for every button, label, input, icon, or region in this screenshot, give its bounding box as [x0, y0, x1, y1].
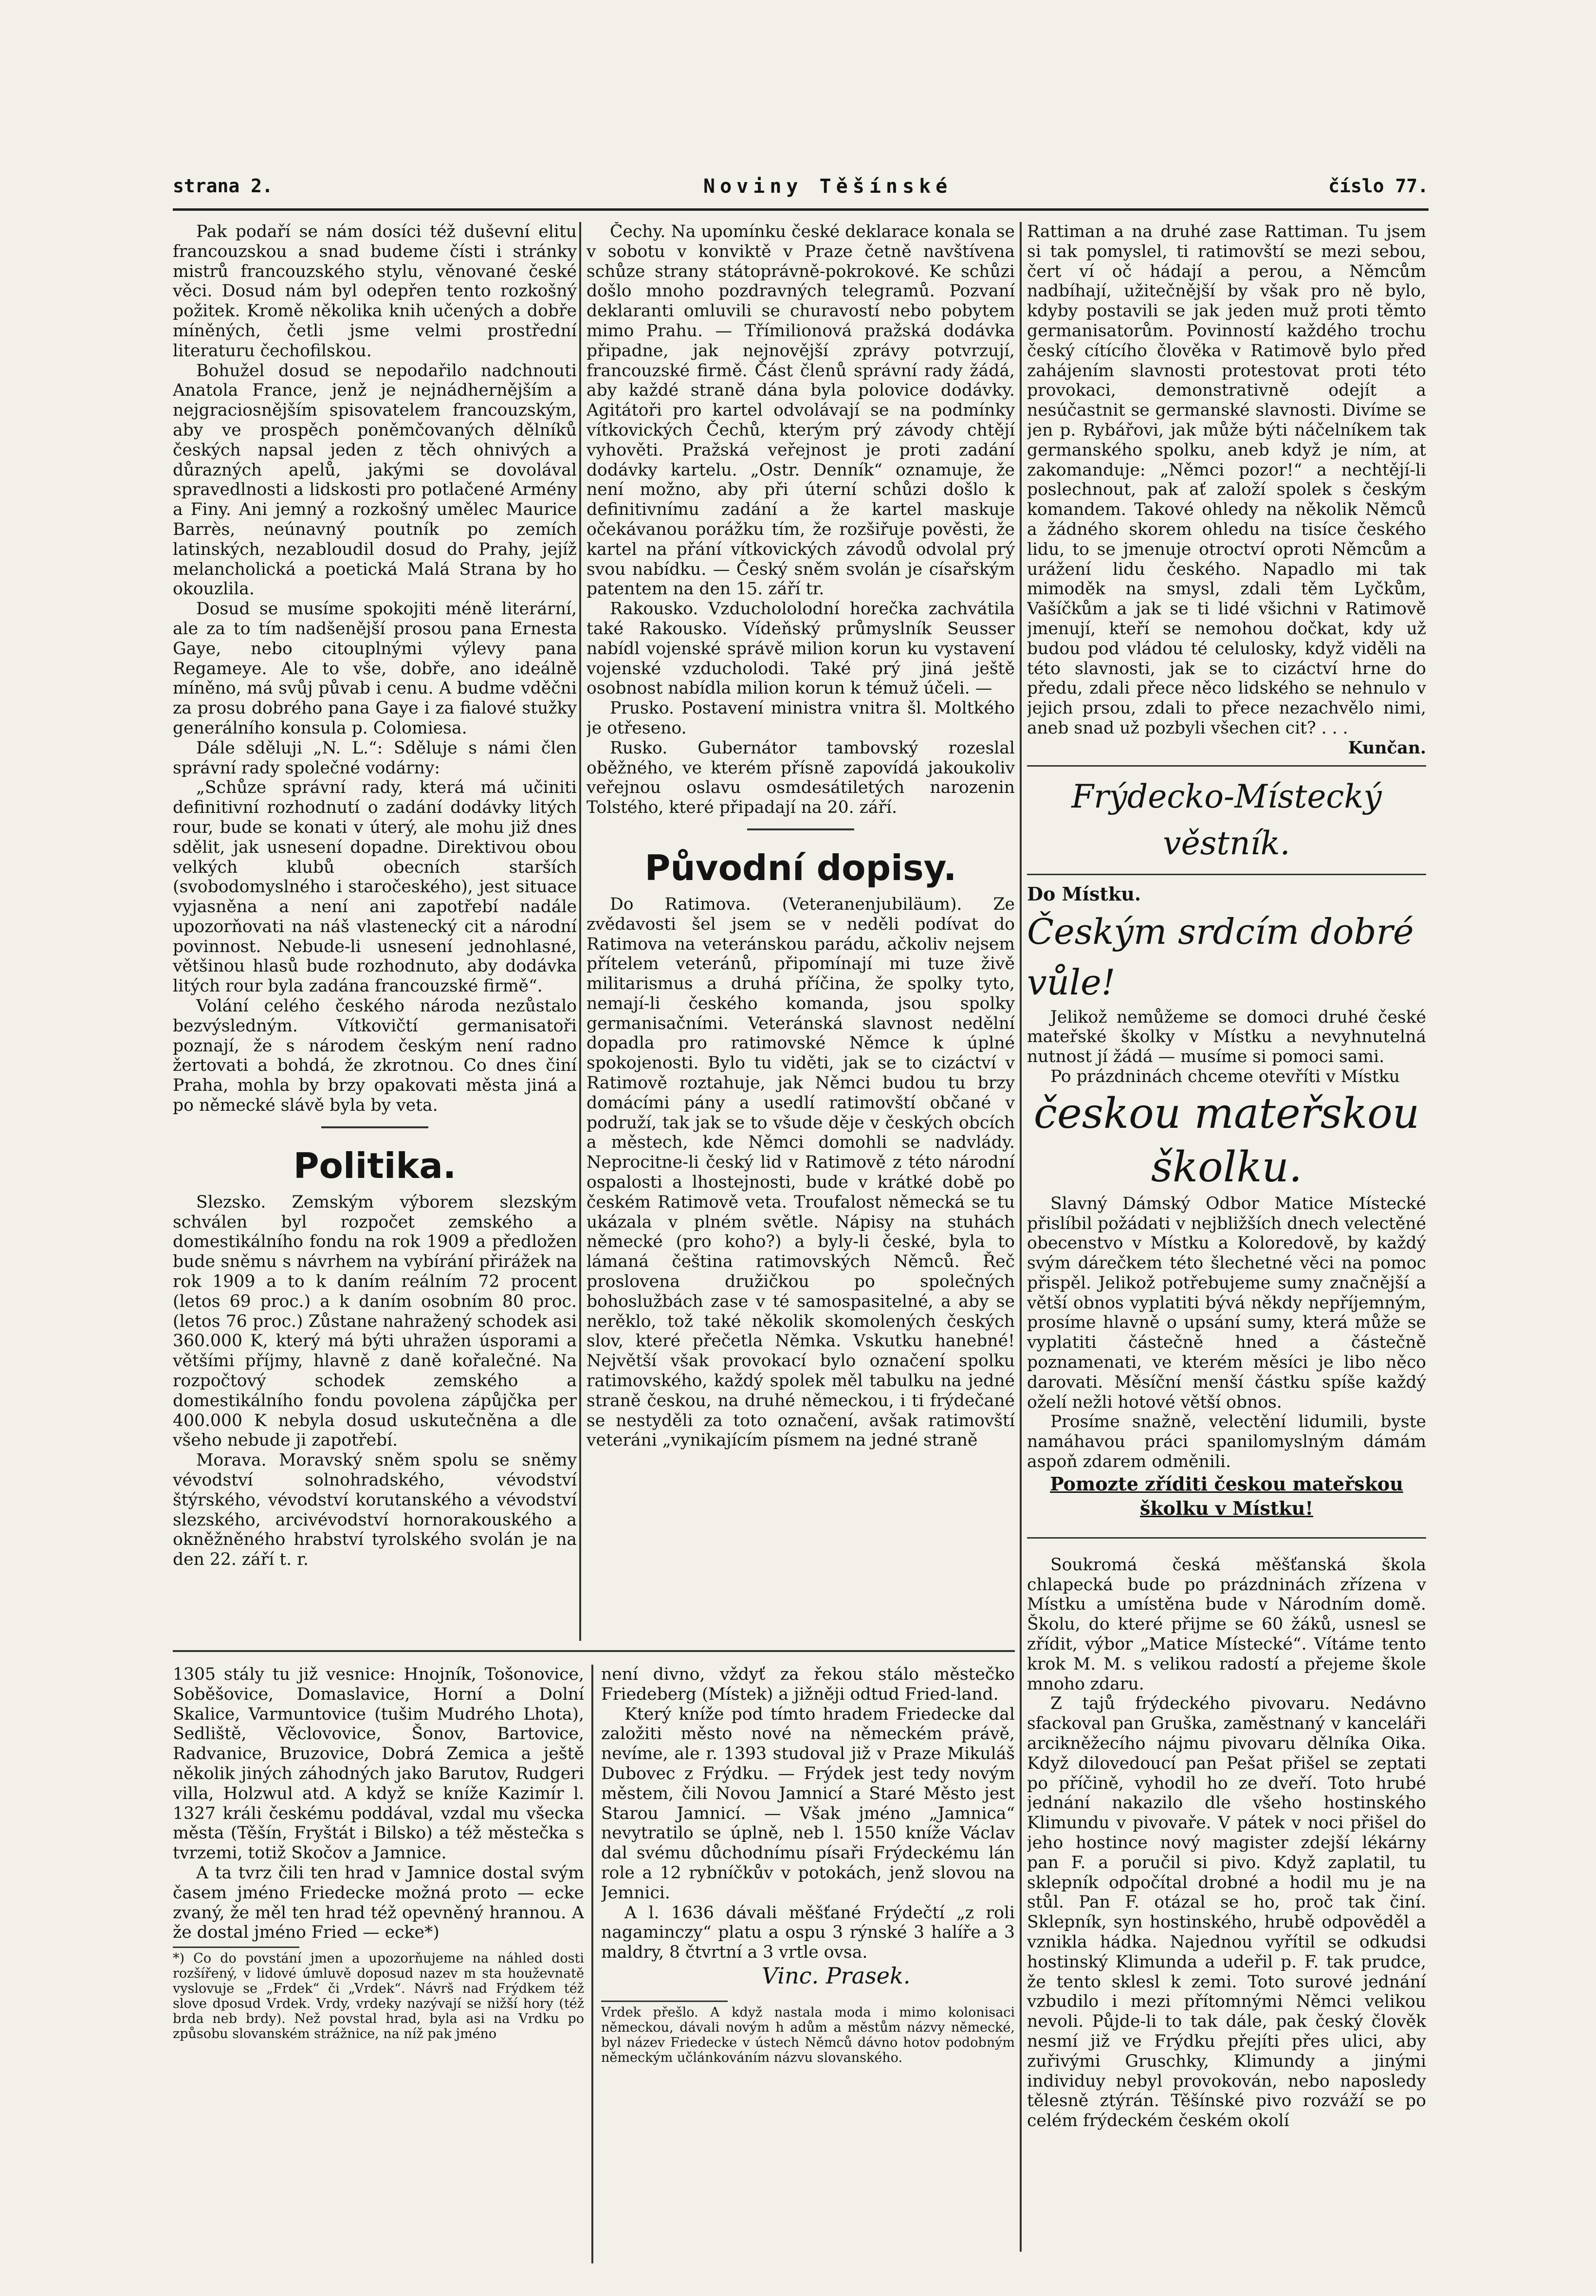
news-item: Rakousko. Vzduchololodní horečka zachvátila také Rakousko. Vídeňský průmyslník Seusser nabídl vojenské správě milion korun ku vystavení vojenské vzducholodi. Také prý jiná ještě osobnost nabídla milion korun k témuž účeli. —: [587, 599, 1015, 698]
column-1: [173, 222, 577, 1641]
article-paragraph: Volání celého českého národa nezůstalo bezvýsledným. Vítkovičtí germanisatoři poznají, že s národem českým není radno žertovati a bohdá, že zkrotnou. Co dnes činí Praha, mohla by brzy opakovati města jiná a po německé slávě byla by veta.: [173, 996, 577, 1116]
news-item: Rusko. Gubernátor tambovský rozeslal oběžného, ve kterém přísně zapovídá jakoukoliv veřejnou oslavu osmdesátiletých narozenin Tolstého, které připadají na 20. září.: [587, 738, 1015, 818]
footnote: Vrdek přešlo. A když nastala moda i mimo kolonisaci německou, dávali novým h adům a městům názvy německé, byl název Friedecke v ústech Němců dávno hotov podobným německým učlánkováním názvu slovanského.: [601, 2004, 1015, 2065]
column-3: [1027, 222, 1426, 2252]
footnote-rule: [173, 1947, 299, 1948]
column-2: [587, 222, 1015, 1641]
section-divider: [1027, 1537, 1426, 1539]
section-divider: [321, 1126, 428, 1128]
appeal-title: českou mateřskou školku.: [1033, 1089, 1420, 1192]
section-heading-politika: Politika.: [293, 1145, 457, 1186]
feuilleton-rule: [173, 1650, 1015, 1652]
section-heading-dopisy: Původní dopisy.: [644, 847, 957, 888]
feuilleton-column-1: [173, 1665, 584, 2273]
column-rule: [579, 222, 581, 1641]
footnote: *) Co do povstání jmen a upozorňujeme na náhled dosti rozšířený, v lidové úmluvě doposud nazev m sta houževnatě vyslovuje se „Frdek“ či „Vrdek“. Návrš nad Frýdkem též slove dposud Vrdek. Vrdy, vrdeky nazývají se nižší hory (též brda neb brdy). Než povstal hrad, byla asi na Vrdku po způsobu slovanském strážnice, na níž pak jméno: [173, 1951, 584, 2042]
appeal-call: Pomozte zříditi českou mateřskou školku v Místku!: [1050, 1472, 1403, 1519]
column-rule: [1020, 222, 1022, 2252]
article-paragraph: Dosud se musíme spokojiti méně literární, ale za to tím nadšenější prosou pana Ernesta Gaye, nebo citouplnými výlevy pana Regameye. Ale to vše, dobře, ano ideálně míněno, má svůj půvab i cenu. A budme vděčni za prosu dobrého pana Gaye i za fialové stužky generálního konsula p. Colomiesa.: [173, 599, 577, 738]
appeal-paragraph: Slavný Dámský Odbor Matice Místecké přislíbil požádati v nejbližších dnech velectěné obecenstvo v Místku a Koloredově, by každý svým dárečkem této šlechetné věci na pomoc přispěl. Jelikož potřebujeme sumy značnější a větší obnos vyplatiti bývá někdy nepříjemným, prosíme hlavně o upsání sumy, která může se vyplatiti částečně hned a částečně poznamenati, ve kterém měsíci je libo něco darovati. Měsíční menší částku spíše každý oželí nežli hotové větší obnos.: [1027, 1194, 1426, 1412]
feuilleton: [173, 1665, 1015, 2273]
news-item: Prusko. Postavení ministra vnitra šl. Moltkého je otřeseno.: [587, 698, 1015, 738]
footnote-rule: [601, 2001, 728, 2002]
signature-row: [601, 1963, 1015, 1997]
section-divider: [1027, 765, 1426, 767]
article-paragraph: Bohužel dosud se nepodařilo nadchnouti Anatola France, jenž je nejnádhernějším a nejgraciosnějším spisovatelem francouzským, aby ve prospěch poněmčovaných dělníků českých napsal jeden z těch ohnivých a důrazných apelů, jakými se dovolával spravedlnosti a lidskosti pro potlačené Armény a Finy. Ani jemný a rozkošný umělec Maurice Barrès, neúnavný poutník po zemích latinských, nezabloudil dosud do Prahy, jejíž melancholická a poetická Malá Strana by ho okouzlila.: [173, 361, 577, 599]
appeal-heading: Českým srdcím dobré vůle!: [1027, 911, 1414, 1003]
feuilleton-paragraph: není divno, vždyť za řekou stálo městečko Friedeberg (Místek) a jižněji odtud Fried-land.: [601, 1665, 1015, 1704]
appeal-paragraph: Po prázdninách chceme otevříti v Místku: [1050, 1066, 1400, 1086]
news-item: Soukromá česká měšťanská škola chlapecká bude po prázdninách zřízena v Místku a umístěna bude v Národním domě. Školu, do které přijme se 60 žáků, usnesl se zřídit, výbor „Matice Místecké“. Vítáme tento krok M. M. s velikou radostí a přejeme škole mnoho zdaru.: [1027, 1555, 1426, 1694]
page-number: strana 2.: [173, 175, 273, 197]
section-divider: [747, 828, 854, 830]
feuilleton-column-2: [601, 1665, 1015, 2273]
feuilleton-paragraph: A l. 1636 dávali měšťané Frýdečtí „z roli nagaminczy“ platu a ospu 3 rýnské 3 halíře a 3 maldry, 8 čtvrtní a 3 vrtle ovsa.: [601, 1903, 1015, 1963]
masthead-title: Noviny Těšínské: [703, 175, 953, 198]
news-item: Morava. Moravský sněm spolu se sněmy vévodství solnohradského, vévodství štýrského, vévodství korutanského a vévodství slezského, arcivévodství hornorakouského a okněžněného hrabství tyrolského svolán je na den 22. září t. r.: [173, 1451, 577, 1570]
news-item: Čechy. Na upomínku české deklarace konala se v sobotu v konviktě v Praze četně navštívena schůze strany státoprávně-pokrokové. Ke schůzi došlo mnoho pozdravných telegramů. Pozvaní deklaranti omluvili se churavostí nebo pobytem mimo Prahu. — Třímilionová pražská dodávka připadne, jak nejnovější zprávy potvrzují, francouzské firmě. Část členů správní rady žádá, aby každé straně dána byla polovice dodávky. Agitátoři pro kartel odvolávají se na podmínky vítkovických Čechů, kterým prý závody chtějí vyhověti. Pražská veřejnost je proti zadání dodávky kartelu. „Ostr. Denník“ oznamuje, že není možno, aby při úterní schůzi došlo k definitivnímu zadání a že kartel maskuje očekávanou porážku tím, že rozšiřuje pověsti, že kartel na přání vítkovických závodů odvolal prý svou nabídku. — Český sněm svolán je císařským patentem na den 15. září tr.: [587, 222, 1015, 599]
letter-continuation: Rattiman a na druhé zase Rattiman. Tu jsem si tak pomyslel, ti ratimovští se mezi sebou, čert ví oč hádají a perou, a Němcům nadbíhají, užitečnější by však pro ně bylo, kdyby postavili se jak jeden muž proti těmto germanisatorům. Povinností každého trochu český cítícího člověka v Ratimově bylo před zahájením slavnosti protestovat proti této provokaci, demonstrativně odejít a nesúčastnit se germanské slavnosti. Divíme se jen p. Rybářovi, jak může býti náčelníkem tak germanského spolku, aneb když je ním, at zakomanduje: „Němci pozor!“ a nechtějí-li poslechnout, pak ať založí spolek s českým komandem. Takové ohledy na několik Němců a žádného skorem ohledu na tisíce českého lidu, to se jmenuje otroctví oproti Němcům a urážení lidu českého. Napadlo mi tak mimoděk na smysl, zdali těm Lyčkům, Vašíčkům a jak se ti lidé všichni v Ratimově jmenují, kteří se nemohou dočkat, kdy už budou pod vládou té celulosky, když viděli na této slavnosti, jak se to cizáctví hrne do předu, zdali přece něco lidského se nehnulo v jejich prsou, zdali to přece nezachvělo nimi, aneb snad už pozbyli všechen cit? . . .: [1027, 222, 1426, 738]
article-paragraph: „Schůze správní rady, která má učiniti definitivní rozhodnutí o zadání dodávky litých rour, bude se konati v úterý, ale mohu již dnes sdělit, jak usnesení dopadne. Direktivou obou velkých klubů obecních starších (svobodomyslného i staročeského), jest situace vyjasněna a není ani zapotřebí nadále upozorňovati na náš vlastenecký cit a národní povinnost. Nebude-li usnesení jednohlasné, většinou hlasů bude rozhodnuto, aby dodávka litých rour byla zadána francouzské firmě“.: [173, 778, 577, 996]
article-paragraph: Dále sděluji „N. L.“: Sděluje s námi člen správní rady společné vodárny:: [173, 738, 577, 778]
subheading-mistek: Do Místku.: [1027, 882, 1141, 905]
column-rule: [591, 1665, 593, 2263]
appeal-paragraph: Prosíme snažně, velectění lidumili, byste namáhavou práci spanilomyslným dámám aspoň zdarem odměnili.: [1027, 1412, 1426, 1472]
news-item: Slezsko. Zemským výborem slezským schválen byl rozpočet zemského a domestikálního fondu na rok 1909 a předložen bude sněmu s návrhem na vybírání přirážek na rok 1909 a to k daním reálním 72 procent (letos 69 proc.) a k daním osobním 80 proc. (letos 76 proc.) Zůstane nahražený schodek asi 360.000 K, který má býti uhražen úsporami a většími příjmy, hlavně z daně kořalečné. Na rozpočtový schodek zemského a domestikálního fondu povolena zápůjčka per 400.000 K nebyla dosud uskutečněna a dle všeho nebude ji zapotřebí.: [173, 1192, 577, 1451]
section-divider: [1027, 874, 1426, 875]
article-paragraph: Pak podaří se nám dosíci též duševní elitu francouzskou a snad budeme čísti i stránky mistrů francouzského stylu, věnované české věci. Dosud nám byl odepřen tento rozkošný požitek. Kromě několika knih učených a dobře míněných, četli jsme velmi prostřední literaturu čechofilskou.: [173, 222, 577, 361]
letter-signature: Kunčan.: [1348, 738, 1426, 758]
news-item: Z tajů frýdeckého pivovaru. Nedávno sfackoval pan Gruška, zaměstnaný v kanceláři arcikněžecího nájmu pivovaru dělníka Oika. Když dilovedoucí pan Pešat přišel se zeptati po příčině, vyhodil ho ze dveří. Toto hrubé jednání nakazilo dle všeho hostinského Klimundu v pivovaře. V pátek v noci přišel do jeho hostince nový magister zdejší lékárny pan F. a poručil si pivo. Když zaplatil, tu sklepník odpočítal drobné a hodil mu je na stůl. Pan F. otázal se ho, proč tak činí. Sklepník, syn hostinského, hrubě odpověděl a vznikla hádka. Najednou vyřítil se odkudsi hostinský Klimunda a udeřil p. F. tak prudce, že tento sklesl k zemi. Toto surové jednání vzbudilo i mezi přítomnými Němci velikou nevoli. Půjde-li to tak dále, pak český člověk nesmí již ve Frýdku přejíti přes ulici, aby zuřivými Gruschky, Klimundy a jinými individuy nebyl provokován, nebo naposledy tělesně ztýrán. Těšínské pivo rozváží se po celém frýdeckém českém okolí: [1027, 1694, 1426, 2131]
author-signature: Vinc. Prasek.: [762, 1962, 911, 1989]
feuilleton-paragraph: A ta tvrz čili ten hrad v Jamnice dostal svým časem jméno Friedecke možná proto — ecke zvaný, že měl ten hrad též opevněný hrannou. A že dostal jméno Fried — ecke*): [173, 1863, 584, 1943]
header-rule: [173, 208, 1429, 211]
feuilleton-paragraph: Který kníže pod tímto hradem Friedecke dal založiti město nové na německém právě, nevíme, ale r. 1393 studoval již v Praze Mikuláš Dubovec z Frýdku. — Frýdek jest tedy novým městem, čili Novou Jamnicí a Staré Město jest Starou Jamnicí. — Však jméno „Jamnica“ nevytratilo se úplně, neb l. 1550 kníže Václav dal svému důchodnímu písaři Frýdeckému lán role a 12 rybníčkův v potokách, jenž slovou na Jemnici.: [601, 1704, 1015, 1903]
issue-number: číslo 77.: [1328, 175, 1429, 197]
page-header: [173, 175, 1429, 204]
feuilleton-paragraph: 1305 stály tu již vesnice: Hnojník, Tošonovice, Soběšovice, Domaslavice, Horní a Dolní Skalice, Varmuntovice (tušim Mudrého Lhota), Sedliště, Věclovovice, Šonov, Bartovice, Radvanice, Bruzovice, Dobrá Zemica a ještě několik jiných záhodných jako Barutov, Rudgeri villa, Holzwul atd. A když se kníže Kazimír l. 1327 králi českému poddával, vzdal mu všecka města (Těšín, Fryštát i Bilsko) a též městečka s tvrzemi, totiž Skočov a Jamnice.: [173, 1665, 584, 1863]
section-heading-vestnik: Frýdecko-Místecký věstník.: [1071, 777, 1382, 862]
letter-paragraph: Do Ratimova. (Veteranenjubiläum). Ze zvědavosti šel jsem se v neděli podívat do Ratimova na veteránskou parádu, ačkoliv nejsem přítelem veteránů, připomínají mi tuze živě militarismus a druhá příčina, že spolky tyto, nemají-li českého komanda, jsou spolky germanisačními. Veteránská slavnost nedělní dopadla pro ratimovské Němce k úplné spokojenosti. Bylo tu viděti, jak se to cizáctví v Ratimově roztahuje, jak Němci budou tu brzy domácími pány a usedlí ratimovští občané v podruží, tak jak se to všude děje v českých obcích a městech, kde Němci domohli se nadvlády. Neprocitne-li český lid v Ratimově z této národní ospalosti a lhostejnosti, bude v krátké době po českém Ratimově veta. Troufalost německá se tu ukázala v plném světle. Nápisy na stuhách německé (pro koho?) a byly-li české, byla to lámaná čeština ratimovských Němců. Řeč proslovena družičkou po společných bohoslužbách zase v té samospasitelné, a aby se nerěklo, tož také několik skomolených českých slov, které přečetla Němka. Vskutku hanebné! Největší však provokací bylo označení spolku ratimovského, každý spolek měl tabulku na jedné straně českou, na druhé německou, i ti frýdečané se nestyděli za toto označení, avšak ratimovští veteráni „vynikajícím písmem na jedné straně: [587, 894, 1015, 1451]
appeal-paragraph: Jelikož nemůžeme se domoci druhé české mateřské školky v Místku a nevyhnutelná nutnost jí žádá — musíme si pomoci sami.: [1027, 1007, 1426, 1067]
